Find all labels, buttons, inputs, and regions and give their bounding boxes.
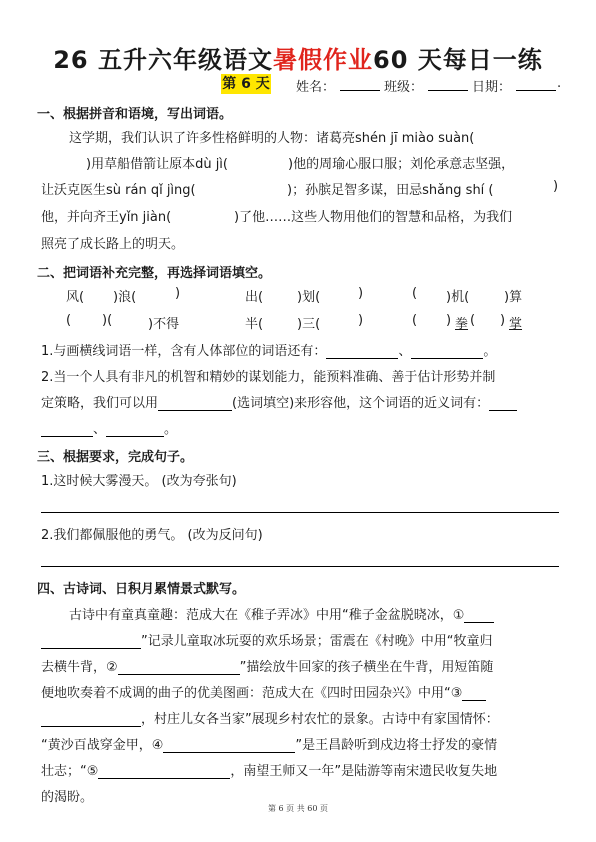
s4-line-7 [41, 760, 497, 779]
s4-line-3-text-b: ”描绘放牛回家的孩子横坐在牛背，用短笛随 [239, 660, 494, 675]
s2-q1-blank-2[interactable] [411, 344, 483, 359]
s2-q1-blank-1[interactable] [326, 344, 398, 359]
s2-question-2-line-2 [41, 392, 517, 411]
section-2-heading: 二、把词语补充完整，再选择词语填空。 [37, 266, 272, 281]
section-3-heading: 三、根据要求，完成句子。 [37, 450, 194, 465]
s1-line-2b: )他的周瑜心服口服；刘伦承意志坚强， [288, 157, 515, 172]
poem-blank-3a[interactable] [462, 686, 486, 701]
s2-question-1 [41, 340, 496, 359]
s4-line-6 [41, 734, 497, 753]
idiom-5-part-3: ) [358, 313, 364, 328]
s2-q2-text-pre: 定策略，我们可以用 [41, 396, 159, 411]
s1-line-5: 照亮了成长路上的明天。 [41, 237, 185, 252]
s4-line-5-text: ，村庄儿女各当家”展现乡村农忙的景象。古诗中有家国情怀： [141, 712, 499, 727]
s3-question-2: 2.我们都佩服他的勇气。 (改为反问句) [41, 528, 263, 543]
page-footer: 第 6 页 共 60 页 [268, 804, 328, 813]
s2-q1-text: 1.与画横线词语一样，含有人体部位的词语还有： [41, 344, 327, 359]
s2-q1-end: 。 [483, 344, 497, 359]
s1-line-3b: )；孙膑足智多谋，田忌shǎng shí ( [287, 183, 494, 198]
date-blank[interactable] [516, 76, 556, 91]
s4-line-1 [69, 604, 494, 623]
class-blank[interactable] [428, 76, 468, 91]
poem-blank-2[interactable] [118, 660, 240, 675]
s2-q2-text-post: (选词填空)来形容他，这个词语的近义词有： [232, 396, 490, 411]
s4-line-2 [41, 630, 492, 649]
s4-line-6-text-a: “黄沙百战穿金甲，④ [41, 738, 164, 753]
s4-line-1-text: 古诗中有童真童趣：范成大在《稚子弄冰》中用“稚子金盆脱晓冰，① [69, 608, 465, 623]
poem-blank-4[interactable] [163, 738, 295, 753]
idiom-4-part-1: ( [66, 313, 72, 328]
s4-line-3 [41, 656, 493, 675]
idiom-5-part-1: 半( [245, 317, 264, 332]
idiom-1-part-1: 风( [66, 290, 85, 305]
s4-line-7-text-a: 壮志；“⑤ [41, 764, 99, 779]
s2-q2-synonym-blank-2[interactable] [106, 422, 164, 437]
idiom-6-underlined-char-2: 掌 [509, 317, 523, 332]
s2-q2-synonym-blank-1b[interactable] [41, 422, 93, 437]
idiom-2-part-2: )划( [297, 290, 321, 305]
idiom-4-part-3: )不得 [148, 317, 180, 332]
idiom-1-part-2: )浪( [113, 290, 137, 305]
s2-q1-sep: 、 [398, 344, 412, 359]
s4-line-4 [41, 682, 486, 701]
day-info-row [0, 74, 596, 96]
title-suffix: 60 天每日一练 [373, 46, 543, 74]
idiom-6-part-4: ) [500, 313, 506, 328]
name-blank[interactable] [340, 76, 380, 91]
section-1-heading: 一、根据拼音和语境，写出词语。 [37, 107, 233, 122]
class-label: 班级： [384, 80, 424, 95]
s1-line-4b: )了他……这些人物用他们的智慧和品格，为我们 [234, 210, 513, 225]
s2-question-2-line-1: 2.当一个人具有非凡的机智和精妙的谋划能力，能预料准确、善于估计形势并制 [41, 370, 496, 385]
idiom-6-part-1: ( [412, 313, 418, 328]
s4-line-5 [41, 708, 499, 727]
poem-blank-1a[interactable] [464, 608, 494, 623]
idiom-3-part-2: )机( [446, 290, 470, 305]
s1-line-2a: )用草船借箭让原本dù jì( [86, 157, 228, 172]
s4-line-7-text-b: ，南望王师又一年”是陆游等南宋遗民收复失地 [230, 764, 498, 779]
s1-line-3a: 让沃克医生sù rán qǐ jìng( [41, 183, 196, 198]
s3-answer-line-1[interactable] [41, 512, 559, 513]
s1-line-3c: ) [553, 179, 559, 194]
poem-blank-5[interactable] [98, 764, 230, 779]
poem-blank-3b[interactable] [41, 712, 141, 727]
section-4-heading: 四、古诗词、日积月累情景式默写。 [37, 582, 246, 597]
idiom-5-part-2: )三( [297, 317, 321, 332]
idiom-2-part-1: 出( [245, 290, 264, 305]
poem-blank-1b[interactable] [41, 634, 141, 649]
s2-question-2-line-3 [41, 418, 177, 437]
s4-line-6-text-b: ”是王昌龄听到戍边将士抒发的豪情 [295, 738, 498, 753]
idiom-6-part-3: ( [470, 313, 476, 328]
s4-line-8: 的渴盼。 [41, 790, 94, 805]
idiom-1-part-3: ) [175, 286, 181, 301]
s4-line-3-text-a: 去横牛背，② [41, 660, 118, 675]
idiom-3-part-3: )算 [504, 290, 523, 305]
page-title [0, 40, 596, 75]
date-end: . [557, 76, 562, 91]
name-label: 姓名： [296, 80, 336, 95]
s2-q2-synonym-blank-1a[interactable] [489, 396, 517, 411]
day-badge: 第 6 天 [222, 76, 270, 92]
s2-q2-end: 。 [164, 422, 178, 437]
idiom-4-part-2: )( [102, 313, 113, 328]
date-label: 日期： [472, 80, 512, 95]
title-prefix: 26 五升六年级语文 [53, 46, 273, 74]
s2-q2-sep: 、 [93, 422, 107, 437]
idiom-3-part-1: ( [412, 286, 418, 301]
s4-line-2-text: ”记录儿童取冰玩耍的欢乐场景；雷震在《村晚》中用“牧童归 [141, 634, 493, 649]
idiom-2-part-3: ) [358, 286, 364, 301]
idiom-6-underlined-char-1: 拳 [455, 317, 469, 332]
s1-line-1: 这学期，我们认识了许多性格鲜明的人物：诸葛亮shén jī miào suàn( [69, 131, 475, 146]
s3-answer-line-2[interactable] [41, 566, 559, 567]
s2-q2-choice-blank[interactable] [158, 396, 232, 411]
idiom-6-part-2: ) [446, 313, 452, 328]
s1-line-4a: 他，并向齐王yǐn jiàn( [41, 210, 172, 225]
s4-line-4-text: 便地吹奏着不成调的曲子的优美图画：范成大在《四时田园杂兴》中用“③ [41, 686, 463, 701]
title-highlight: 暑假作业 [273, 46, 373, 74]
s3-question-1: 1.这时候大雾漫天。 (改为夸张句) [41, 474, 237, 489]
